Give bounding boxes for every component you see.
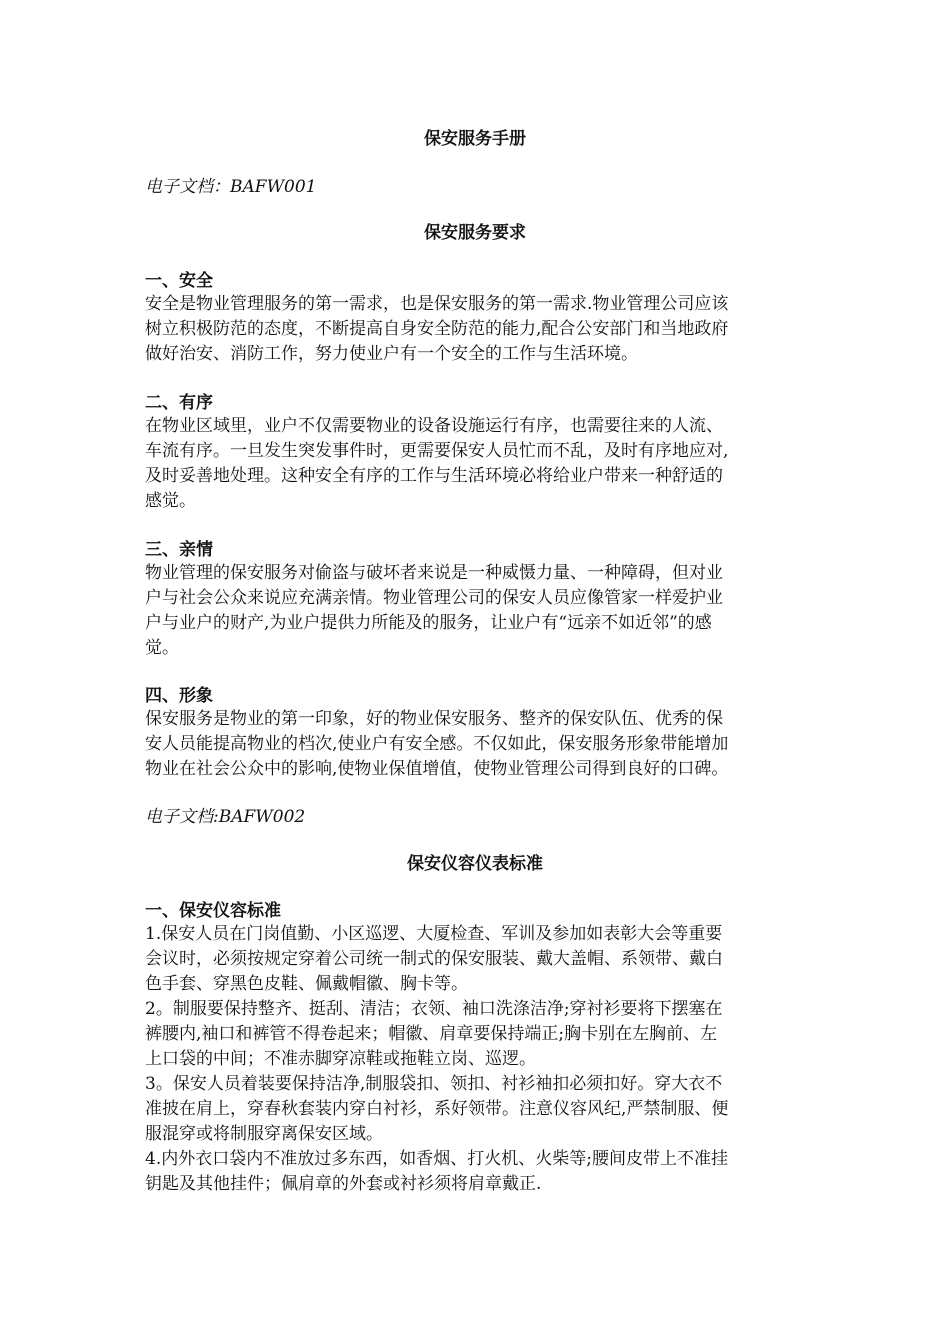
- text-line: 1.保安人员在门岗值勤、小区巡逻、大厦检查、军训及参加如表彰大会等重要: [145, 924, 723, 944]
- section-heading: 一、安全: [145, 271, 213, 291]
- paragraph: [145, 707, 810, 782]
- text-line: 钥匙及其他挂件；佩肩章的外套或衬衫须将肩章戴正.: [145, 1174, 542, 1194]
- text-line: 物业在社会公众中的影响,使物业保值增值，使物业管理公司得到良好的口碑。: [145, 759, 729, 779]
- doc-number: 电子文档：BAFW001: [145, 177, 317, 197]
- text-line: 上口袋的中间；不准赤脚穿凉鞋或拖鞋立岗、巡逻。: [145, 1049, 536, 1069]
- text-line: 及时妥善地处理。这种安全有序的工作与生活环境必将给业户带来一种舒适的: [145, 466, 723, 486]
- paragraph: [145, 561, 810, 661]
- text-line: 做好治安、消防工作，努力使业户有一个安全的工作与生活环境。: [145, 344, 638, 364]
- text-line: 准披在肩上，穿春秋套装内穿白衬衫，系好领带。注意仪容风纪,严禁制服、便: [145, 1099, 729, 1119]
- text-line: 户与业户的财产,为业户提供力所能及的服务，让业户有“远亲不如近邻”的感: [145, 613, 712, 633]
- text-line: 4.内外衣口袋内不准放过多东西，如香烟、打火机、火柴等;腰间皮带上不准挂: [145, 1149, 728, 1169]
- text-line: 保安服务是物业的第一印象，好的物业保安服务、整齐的保安队伍、优秀的保: [145, 709, 723, 729]
- text-line: 户与社会公众来说应充满亲情。物业管理公司的保安人员应像管家一样爱护业: [145, 588, 723, 608]
- text-line: 觉。: [145, 638, 179, 658]
- text-line: 安人员能提高物业的档次,使业户有安全感。不仅如此，保安服务形象带能增加: [145, 734, 729, 754]
- section-title: 保安仪容仪表标准: [407, 854, 543, 874]
- paragraph: [145, 922, 810, 1197]
- main-title: 保安服务手册: [424, 129, 526, 149]
- section-heading: 二、有序: [145, 393, 213, 413]
- section-heading: 四、形象: [145, 686, 213, 706]
- text-line: 服混穿或将制服穿离保安区域。: [145, 1124, 383, 1144]
- text-line: 2。制服要保持整齐、挺刮、清洁；衣领、袖口洗涤洁净;穿衬衫要将下摆塞在: [145, 999, 723, 1019]
- text-line: 色手套、穿黑色皮鞋、佩戴帽徽、胸卡等。: [145, 974, 468, 994]
- doc-number: 电子文档:BAFW002: [145, 807, 306, 827]
- text-line: 会议时，必须按规定穿着公司统一制式的保安服装、戴大盖帽、系领带、戴白: [145, 949, 723, 969]
- text-line: 3。保安人员着装要保持洁净,制服袋扣、领扣、衬衫袖扣必须扣好。穿大衣不: [145, 1074, 723, 1094]
- section-title: 保安服务要求: [424, 223, 526, 243]
- text-line: 在物业区域里，业户不仅需要物业的设备设施运行有序，也需要往来的人流、: [145, 416, 723, 436]
- paragraph: [145, 292, 810, 367]
- section-heading: 一、保安仪容标准: [145, 901, 281, 921]
- paragraph: [145, 414, 810, 514]
- text-line: 安全是物业管理服务的第一需求，也是保安服务的第一需求.物业管理公司应该: [145, 294, 729, 314]
- text-line: 车流有序。一旦发生突发事件时，更需要保安人员忙而不乱，及时有序地应对,: [145, 441, 729, 461]
- text-line: 裤腰内,袖口和裤管不得卷起来；帽徽、肩章要保持端正;胸卡别在左胸前、左: [145, 1024, 718, 1044]
- text-line: 树立积极防范的态度，不断提高自身安全防范的能力,配合公安部门和当地政府: [145, 319, 729, 339]
- section-heading: 三、亲情: [145, 540, 213, 560]
- text-line: 感觉。: [145, 491, 196, 511]
- text-line: 物业管理的保安服务对偷盗与破坏者来说是一种威慑力量、一种障碍，但对业: [145, 563, 723, 583]
